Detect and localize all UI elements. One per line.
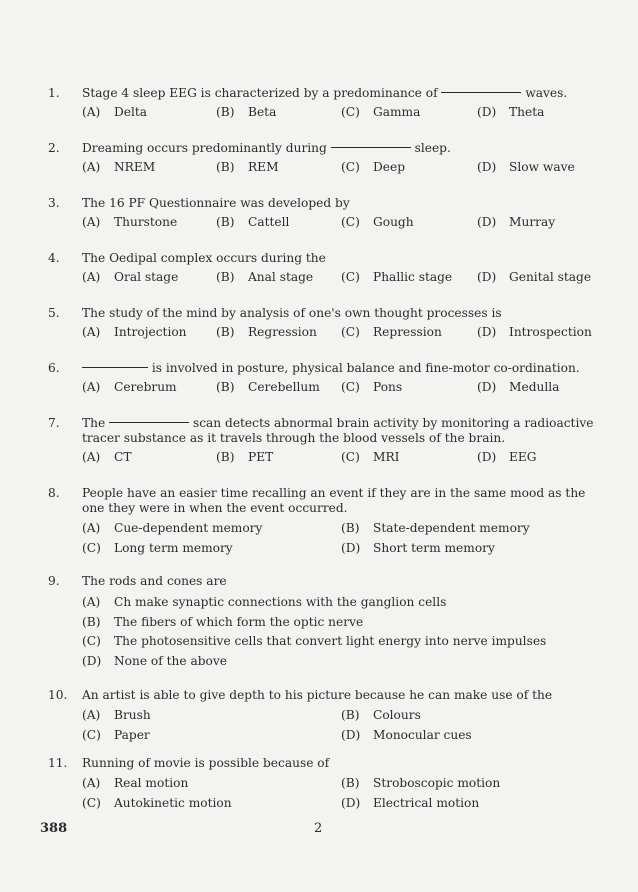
question-stem — [82, 361, 594, 376]
option-text: The fibers of which form the optic nerve — [114, 614, 364, 629]
option-text: Brush — [114, 708, 151, 722]
option-c — [341, 215, 414, 230]
option-label: (A) — [82, 380, 101, 394]
option-text: Cattell — [248, 215, 290, 229]
question-number: 6. — [48, 361, 60, 375]
option-label: (B) — [341, 521, 360, 535]
option-text: The photosensitive cells that convert light energy into nerve impulses — [114, 634, 547, 648]
option-b — [82, 615, 363, 630]
option-label: (B) — [216, 325, 235, 339]
answer-blank — [441, 92, 521, 93]
option-d — [477, 270, 591, 285]
option-b — [341, 708, 421, 723]
option-text: Gough — [373, 215, 414, 229]
option-c — [82, 728, 150, 743]
option-label: (B) — [216, 380, 235, 394]
question-number: 11. — [48, 756, 68, 770]
option-text: CT — [114, 450, 132, 464]
option-a — [82, 776, 188, 791]
option-text: Regression — [248, 325, 317, 339]
question-stem — [82, 86, 594, 101]
option-text: Phallic stage — [373, 270, 453, 284]
option-label: (C) — [341, 215, 360, 229]
option-label: (C) — [341, 270, 360, 284]
question-number: 5. — [48, 306, 60, 320]
stem-text: is involved in posture, physical balance and fine-motor co-ordination. — [148, 361, 580, 375]
option-label: (D) — [82, 653, 102, 668]
option-d — [477, 325, 592, 340]
option-label: (C) — [82, 728, 101, 742]
option-label: (D) — [477, 450, 497, 464]
question-stem — [82, 756, 594, 771]
option-text: Short term memory — [373, 541, 495, 555]
question-number: 2. — [48, 141, 60, 155]
option-c — [82, 796, 232, 811]
option-text: Introjection — [114, 325, 187, 339]
option-text: Cue-dependent memory — [114, 521, 263, 535]
option-label: (D) — [341, 796, 361, 810]
option-label: (B) — [216, 450, 235, 464]
stem-text: People have an easier time recalling an event if they are in the same mood as the one they were in when the event occurred. — [82, 486, 586, 515]
option-a — [82, 380, 177, 395]
answer-blank — [331, 147, 411, 148]
option-label: (A) — [82, 105, 101, 119]
option-text: Repression — [373, 325, 442, 339]
option-a — [82, 325, 187, 340]
option-label: (D) — [477, 105, 497, 119]
option-text: Cerebrum — [114, 380, 177, 394]
question-stem — [82, 306, 594, 321]
option-label: (D) — [477, 325, 497, 339]
option-text: Gamma — [373, 105, 421, 119]
option-b — [216, 450, 273, 465]
option-label: (D) — [477, 270, 497, 284]
option-text: None of the above — [114, 653, 227, 668]
option-text: Deep — [373, 160, 405, 174]
option-label: (B) — [216, 160, 235, 174]
option-label: (A) — [82, 521, 101, 535]
option-label: (C) — [82, 634, 101, 648]
option-text: NREM — [114, 160, 156, 174]
option-label: (C) — [341, 105, 360, 119]
option-text: PET — [248, 450, 274, 464]
option-label: (C) — [82, 541, 101, 555]
option-text: Genital stage — [509, 270, 592, 284]
option-b — [341, 521, 530, 536]
option-b — [216, 105, 276, 120]
option-label: (D) — [341, 541, 361, 555]
option-d — [477, 380, 559, 395]
option-text: Theta — [509, 105, 545, 119]
stem-text: The study of the mind by analysis of one's own thought processes is — [82, 306, 502, 320]
option-c — [82, 634, 546, 649]
question-stem — [82, 688, 594, 703]
question-stem — [82, 486, 594, 516]
option-c — [341, 380, 402, 395]
option-text: MRI — [373, 450, 400, 464]
option-text: Oral stage — [114, 270, 179, 284]
option-b — [216, 215, 289, 230]
option-label: (B) — [216, 215, 235, 229]
option-label: (C) — [82, 796, 101, 810]
option-b — [216, 160, 279, 175]
option-text: Long term memory — [114, 541, 233, 555]
option-label: (A) — [82, 325, 101, 339]
option-text: Ch make synaptic connections with the ganglion cells — [114, 595, 447, 609]
option-a — [82, 215, 177, 230]
question-number: 10. — [48, 688, 68, 702]
option-label: (A) — [82, 160, 101, 174]
option-d — [341, 541, 495, 556]
option-text: Autokinetic motion — [114, 796, 232, 810]
option-label: (C) — [341, 325, 360, 339]
question-number: 1. — [48, 86, 60, 100]
option-label: (B) — [216, 105, 235, 119]
option-d — [477, 215, 555, 230]
option-text: REM — [248, 160, 279, 174]
option-label: (D) — [477, 380, 497, 394]
stem-text: scan detects abnormal brain activity by monitoring a radioactive tracer substance as it travels through the blood vessels of the brain. — [82, 416, 594, 445]
option-b — [341, 776, 500, 791]
option-label: (A) — [82, 776, 101, 790]
option-text: Delta — [114, 105, 148, 119]
option-label: (B) — [216, 270, 235, 284]
option-label: (C) — [341, 450, 360, 464]
option-d — [477, 105, 544, 120]
option-label: (D) — [477, 160, 497, 174]
stem-text: The Oedipal complex occurs during the — [82, 251, 326, 265]
option-text: State-dependent memory — [373, 521, 530, 535]
stem-text: The 16 PF Questionnaire was developed by — [82, 196, 350, 210]
option-text: Paper — [114, 728, 150, 742]
option-text: Beta — [248, 105, 277, 119]
option-text: Anal stage — [248, 270, 314, 284]
option-label: (A) — [82, 708, 101, 722]
stem-text: Stage 4 sleep EEG is characterized by a predominance of — [82, 86, 442, 100]
question-number: 7. — [48, 416, 60, 430]
option-a — [82, 160, 155, 175]
option-label: (D) — [477, 215, 497, 229]
question-stem — [82, 416, 594, 446]
option-a — [82, 450, 131, 465]
option-text: EEG — [509, 450, 537, 464]
question-number: 9. — [48, 574, 60, 588]
question-stem — [82, 196, 594, 211]
question-stem — [82, 141, 594, 156]
paper-code: 388 — [40, 821, 68, 836]
option-label: (C) — [341, 160, 360, 174]
option-label: (A) — [82, 215, 101, 229]
option-a — [82, 595, 446, 610]
option-text: Thurstone — [114, 215, 178, 229]
option-d — [341, 728, 472, 743]
stem-text: The rods and cones are — [82, 574, 227, 588]
stem-text: An artist is able to give depth to his picture because he can make use of the — [82, 688, 553, 702]
option-a — [82, 270, 178, 285]
option-c — [341, 160, 405, 175]
option-text: Introspection — [509, 325, 592, 339]
option-label: (D) — [341, 728, 361, 742]
option-text: Real motion — [114, 776, 189, 790]
option-text: Slow wave — [509, 160, 575, 174]
option-c — [82, 541, 233, 556]
answer-blank — [82, 367, 148, 368]
question-stem — [82, 574, 594, 589]
question-number: 8. — [48, 486, 60, 500]
option-label: (A) — [82, 450, 101, 464]
option-b — [216, 270, 313, 285]
stem-text: waves. — [521, 86, 568, 100]
option-label: (C) — [341, 380, 360, 394]
stem-text: sleep. — [410, 141, 451, 155]
question-stem — [82, 251, 594, 266]
stem-text: Dreaming occurs predominantly during — [82, 141, 331, 155]
option-a — [82, 105, 147, 120]
option-text: Monocular cues — [373, 728, 472, 742]
option-d — [477, 160, 575, 175]
option-text: Pons — [373, 380, 403, 394]
option-c — [341, 450, 399, 465]
option-b — [216, 325, 317, 340]
option-text: Stroboscopic motion — [373, 776, 501, 790]
option-d — [341, 796, 479, 811]
option-a — [82, 521, 262, 536]
question-number: 3. — [48, 196, 60, 210]
option-d — [477, 450, 537, 465]
stem-text: Running of movie is possible because of — [82, 756, 330, 770]
option-c — [341, 325, 442, 340]
option-d — [82, 654, 227, 669]
option-label: (B) — [341, 708, 360, 722]
option-text: Electrical motion — [373, 796, 480, 810]
option-c — [341, 105, 420, 120]
answer-blank — [109, 422, 189, 423]
page-number: 2 — [314, 821, 323, 836]
option-c — [341, 270, 452, 285]
stem-text: The — [82, 416, 110, 430]
option-label: (A) — [82, 270, 101, 284]
option-text: Colours — [373, 708, 421, 722]
option-label: (A) — [82, 595, 101, 609]
option-label: (B) — [341, 776, 360, 790]
question-number: 4. — [48, 251, 60, 265]
option-text: Cerebellum — [248, 380, 320, 394]
option-label: (B) — [82, 614, 101, 629]
option-a — [82, 708, 151, 723]
option-text: Murray — [509, 215, 556, 229]
option-text: Medulla — [509, 380, 560, 394]
option-b — [216, 380, 320, 395]
